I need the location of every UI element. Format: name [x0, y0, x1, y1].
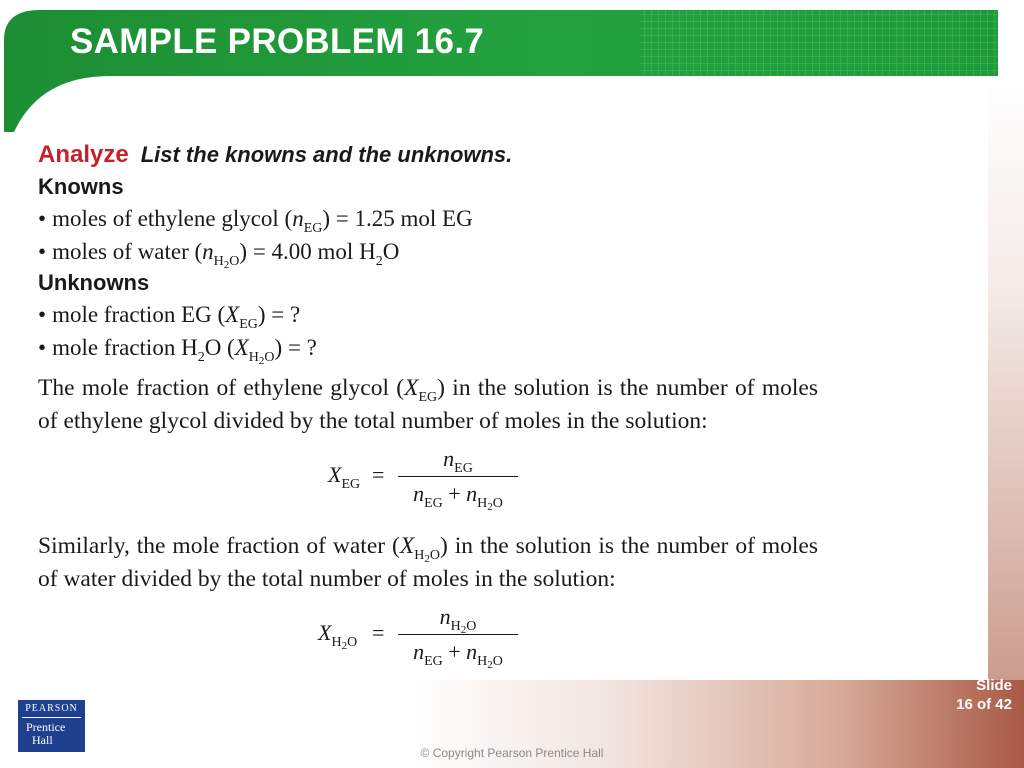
- header-swoosh-graphic: [0, 0, 1024, 132]
- pearson-prentice-hall-logo: PEARSON Prentice Hall: [18, 700, 85, 752]
- formula-mole-fraction-water: $X_{H_2O}$ = $n_{H_2O}$ $n_{EG} + n_{H_2O}$: [38, 602, 828, 680]
- explanation-paragraph-eg: The mole fraction of ethylene glycol $(X_{EG})$ in the solution is the number of moles of ethylene glycol divided by the total number of moles in the solution:: [38, 375, 818, 434]
- formula-mole-fraction-eg: $X_{EG}$ = $n_{EG}$ $n_{EG} + n_{H_2O}$: [38, 444, 828, 522]
- analyze-heading: [38, 138, 828, 172]
- slide-number: Slide 16 of 42: [956, 677, 1012, 713]
- decorative-right-strip: [988, 76, 1024, 768]
- header-band: [0, 0, 1024, 132]
- analyze-subtitle: List the knowns and the unknowns.: [140, 142, 513, 167]
- unknown-item-fraction-eg: • mole fraction EG $(X_{EG})$ = ?: [38, 302, 301, 332]
- slide-content: [38, 138, 828, 680]
- knowns-heading: Knowns: [38, 174, 124, 199]
- unknown-item-fraction-water: • mole fraction $H_2O$ $(X_{H_2O})$ = ?: [38, 335, 317, 367]
- known-item-moles-water: • moles of water $(n_{H_2O}) = 4.00$ mol $H_2O$: [38, 239, 400, 271]
- analyze-label: Analyze: [38, 141, 129, 168]
- explanation-paragraph-water: Similarly, the mole fraction of water $(X_{H_2O})$ in the solution is the number of moles of water divided by the total number of moles in the solution:: [38, 533, 818, 592]
- copyright-notice: © Copyright Pearson Prentice Hall: [420, 746, 604, 760]
- unknowns-heading: Unknowns: [38, 270, 150, 295]
- known-item-moles-eg: • moles of ethylene glycol $(n_{EG}) = 1.25$ mol EG: [38, 206, 473, 236]
- slide-title: SAMPLE PROBLEM 16.7: [70, 22, 485, 61]
